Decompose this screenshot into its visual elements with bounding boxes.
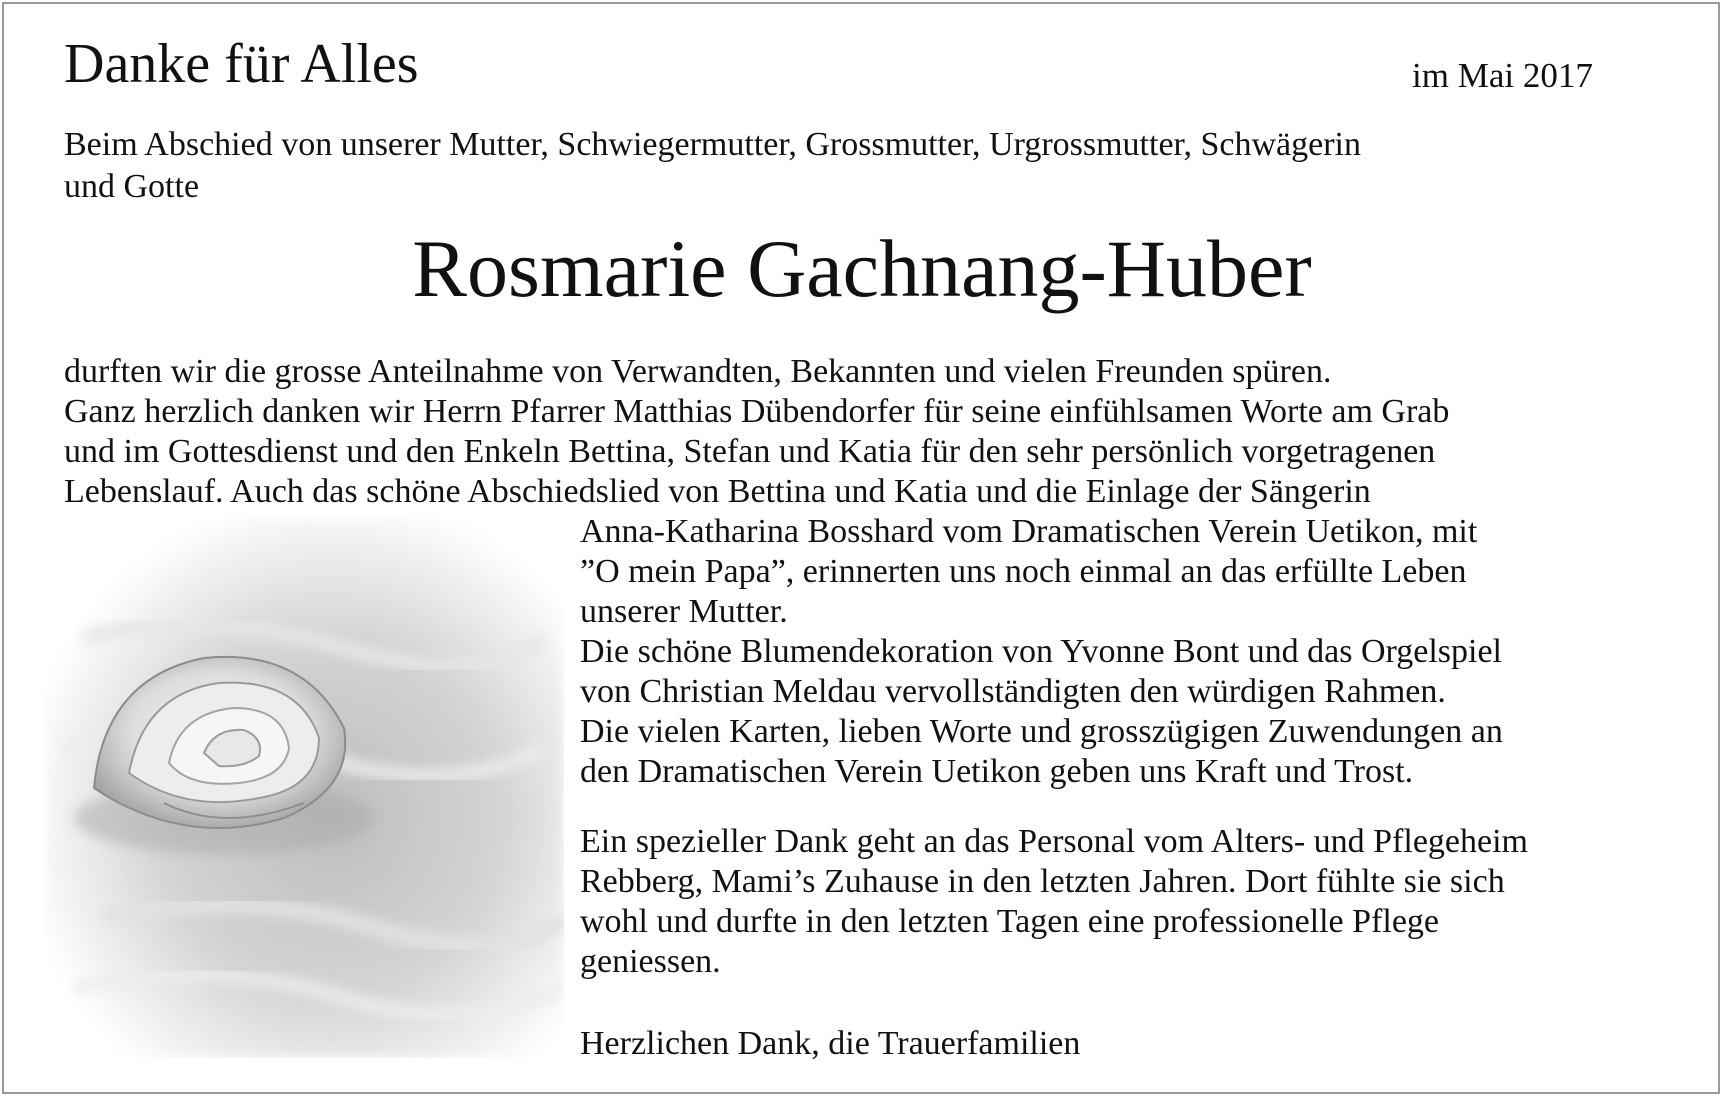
body-line: ”O mein Papa”, erinnerten uns noch einmal an das erfüllte Leben xyxy=(580,553,1467,590)
body-line: und im Gottesdienst und den Enkeln Bettina, Stefan und Katia für den sehr persönlich vorgetragenen xyxy=(64,433,1436,470)
special-thanks-line: wohl und durfte in den letzten Tagen eine professionelle Pflege xyxy=(580,903,1439,940)
special-thanks-line: Ein spezieller Dank geht an das Personal vom Alters- und Pflegeheim xyxy=(580,823,1528,860)
special-thanks-line: Rebberg, Mami’s Zuhause in den letzten Jahren. Dort fühlte sie sich xyxy=(580,863,1505,900)
body-line: Ganz herzlich danken wir Herrn Pfarrer Matthias Dübendorfer für seine einfühlsamen Worte am Grab xyxy=(64,393,1450,430)
intro-line: und Gotte xyxy=(64,168,200,205)
body-line: von Christian Meldau vervollständigten den würdigen Rahmen. xyxy=(580,673,1446,710)
closing-line: Herzlichen Dank, die Trauerfamilien xyxy=(580,1025,1081,1062)
rose-on-water-image xyxy=(44,518,564,1058)
special-thanks-line: geniessen. xyxy=(580,943,721,980)
deceased-name: Rosmarie Gachnang-Huber xyxy=(412,223,1312,314)
body-line: den Dramatischen Verein Uetikon geben uns Kraft und Trost. xyxy=(580,753,1414,790)
date: im Mai 2017 xyxy=(1412,56,1593,95)
heading: Danke für Alles xyxy=(64,33,419,95)
body-line: Anna-Katharina Bosshard vom Dramatischen Verein Uetikon, mit xyxy=(580,513,1478,550)
body-line: Die schöne Blumendekoration von Yvonne Bont und das Orgelspiel xyxy=(580,633,1503,670)
body-line: Die vielen Karten, lieben Worte und grosszügigen Zuwendungen an xyxy=(580,713,1503,750)
intro-line: Beim Abschied von unserer Mutter, Schwiegermutter, Grossmutter, Urgrossmutter, Schwägerin xyxy=(64,126,1361,163)
intro-text xyxy=(64,124,1664,208)
body-line: unserer Mutter. xyxy=(580,593,788,630)
body-line: durften wir die grosse Anteilnahme von Verwandten, Bekannten und vielen Freunden spüren. xyxy=(64,353,1332,390)
body-line: Lebenslauf. Auch das schöne Abschiedslied von Bettina und Katia und die Einlage der Sängerin xyxy=(64,473,1371,510)
